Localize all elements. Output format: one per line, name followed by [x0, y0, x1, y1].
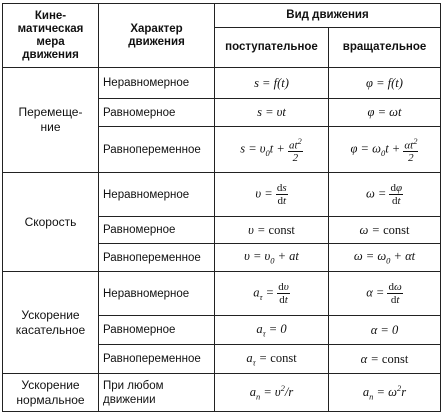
fraction: $\frac{d\varphi}{dt}$: [390, 182, 403, 207]
character-cell: Равнопеременное: [99, 345, 215, 374]
formula-rotational: ω = $\frac{d\varphi}{dt}$: [329, 173, 441, 217]
formula-rotational: φ = f(t): [329, 68, 441, 99]
formula-rotational: α = $\frac{d\omega}{dt}$: [329, 272, 441, 316]
formula-translational: $\upsilon = \upsilon_0$ + at: [215, 244, 329, 272]
formula-translational: $a_\tau = 0$: [215, 316, 329, 345]
character-cell: Неравномерное: [99, 272, 215, 316]
group-label-tangential-accel: Ускорение касательное: [3, 272, 99, 374]
formula-rotational: α = const: [329, 345, 441, 374]
header-measure: Кине- матическая мера движения: [3, 4, 99, 68]
fraction: $\frac{ds}{dt}$: [276, 182, 287, 207]
formula-translational: $a_n = \upsilon^2/r$: [215, 374, 329, 412]
formula-translational: $a_\tau$ = $\frac{d\upsilon}{dt}$: [215, 272, 329, 316]
header-motion-type: Вид движения: [215, 4, 441, 28]
character-cell: Неравномерное: [99, 68, 215, 99]
header-row-1: [3, 4, 441, 28]
table-row: [3, 272, 441, 316]
header-translational: поступательное: [215, 28, 329, 68]
character-cell: При любом движении: [99, 374, 215, 412]
formula-rotational: $\omega = \omega_0 + \alpha t$: [329, 244, 441, 272]
character-cell: Равнопеременное: [99, 244, 215, 272]
character-cell: Равнопеременное: [99, 127, 215, 173]
formula-translational: $a_\tau$ = const: [215, 345, 329, 374]
table-row: [3, 374, 441, 412]
character-cell: Неравномерное: [99, 173, 215, 217]
formula-translational: υ = $\frac{ds}{dt}$: [215, 173, 329, 217]
character-cell: Равномерное: [99, 217, 215, 244]
formula-rotational: ω = const: [329, 217, 441, 244]
formula-translational: $s = \upsilon_0t$ + $\frac{at^2}{2}$: [215, 127, 329, 173]
group-label-normal-accel: Ускорение нормальное: [3, 374, 99, 412]
header-rotational: вращательное: [329, 28, 441, 68]
fraction: $\frac{d\upsilon}{dt}$: [278, 281, 289, 306]
formula-rotational: α = 0: [329, 316, 441, 345]
fraction: $\frac{d\omega}{dt}$: [388, 281, 402, 306]
group-label-displacement: Перемеще- ние: [3, 68, 99, 173]
formula-translational: s = f(t): [215, 68, 329, 99]
fraction: $\frac{\alpha t^2}{2}$: [404, 135, 418, 165]
formula-rotational: φ = ωt: [329, 99, 441, 127]
header-character: Характер движения: [99, 4, 215, 68]
character-cell: Равномерное: [99, 99, 215, 127]
kinematics-table-container: [2, 3, 440, 412]
formula-translational: s = υt: [215, 99, 329, 127]
character-cell: Равномерное: [99, 316, 215, 345]
fraction: $\frac{at^2}{2}$: [288, 135, 302, 165]
table-row: [3, 173, 441, 217]
formula-rotational: $a_n = \omega^2r$: [329, 374, 441, 412]
table-row: [3, 68, 441, 99]
group-label-velocity: Скорость: [3, 173, 99, 272]
formula-rotational: $\varphi = \omega_0t$ + $\frac{\alpha t^2}{2}$: [329, 127, 441, 173]
formula-translational: υ = const: [215, 217, 329, 244]
kinematics-table: [2, 3, 441, 412]
